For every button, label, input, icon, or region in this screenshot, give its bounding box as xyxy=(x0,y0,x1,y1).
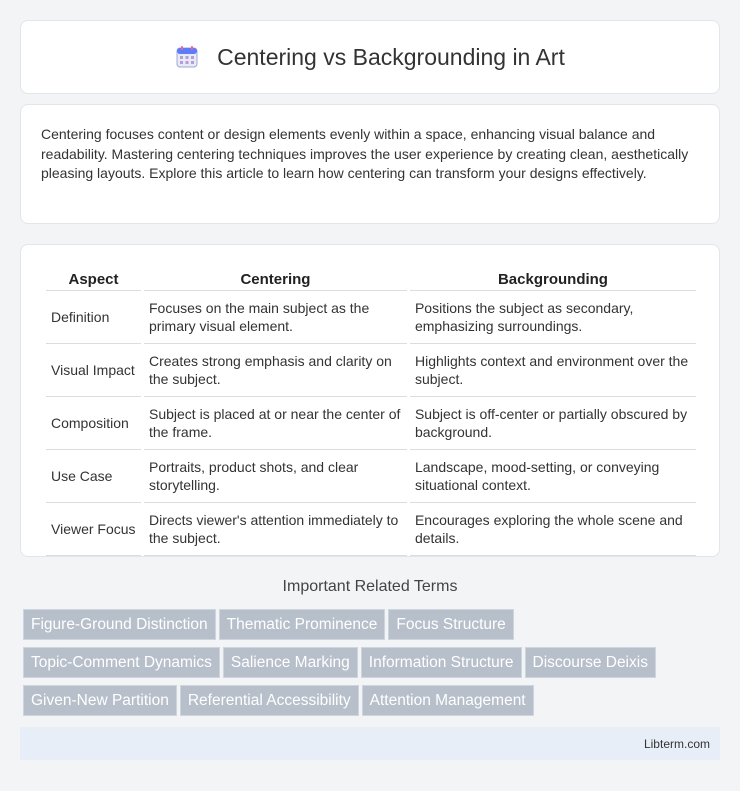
row-centering: Focuses on the main subject as the primary visual element. xyxy=(144,291,407,344)
term-tag[interactable]: Topic-Comment Dynamics xyxy=(23,647,220,678)
row-backgrounding: Highlights context and environment over the subject. xyxy=(410,344,696,397)
row-aspect: Definition xyxy=(46,291,141,344)
term-tag[interactable]: Salience Marking xyxy=(223,647,358,678)
table-header-row xyxy=(46,265,696,291)
row-aspect: Visual Impact xyxy=(46,344,141,397)
table-row xyxy=(46,450,696,503)
header-aspect: Aspect xyxy=(46,265,141,291)
term-tag[interactable]: Referential Accessibility xyxy=(180,685,359,716)
row-centering: Directs viewer's attention immediately to the subject. xyxy=(144,503,407,556)
row-backgrounding: Landscape, mood-setting, or conveying situational context. xyxy=(410,450,696,503)
term-tag[interactable]: Thematic Prominence xyxy=(219,609,386,640)
related-terms-title: Important Related Terms xyxy=(282,578,458,595)
table-row xyxy=(46,503,696,556)
term-tag[interactable]: Focus Structure xyxy=(388,609,513,640)
table-row xyxy=(46,397,696,450)
related-terms-list xyxy=(23,609,723,723)
row-centering: Subject is placed at or near the center of the frame. xyxy=(144,397,407,450)
header-backgrounding: Backgrounding xyxy=(410,265,696,291)
row-backgrounding: Encourages exploring the whole scene and details. xyxy=(410,503,696,556)
table-row xyxy=(46,291,696,344)
row-aspect: Use Case xyxy=(46,450,141,503)
intro-text: Centering focuses content or design elements evenly within a space, enhancing visual balance and readability. Mastering centering techniques improves the user experience by creating clean, aesthetically pleasing layouts. Explore this article to learn how centering can transform your designs effectively. xyxy=(41,126,689,181)
intro-card xyxy=(20,104,720,224)
header-card xyxy=(20,20,720,94)
term-tag[interactable]: Information Structure xyxy=(361,647,522,678)
row-centering: Creates strong emphasis and clarity on the subject. xyxy=(144,344,407,397)
term-tag[interactable]: Figure-Ground Distinction xyxy=(23,609,216,640)
row-backgrounding: Subject is off-center or partially obscured by background. xyxy=(410,397,696,450)
row-aspect: Viewer Focus xyxy=(46,503,141,556)
row-aspect: Composition xyxy=(46,397,141,450)
row-centering: Portraits, product shots, and clear storytelling. xyxy=(144,450,407,503)
header-centering: Centering xyxy=(144,265,407,291)
calendar-icon xyxy=(175,45,199,69)
table-row xyxy=(46,344,696,397)
term-tag[interactable]: Attention Management xyxy=(362,685,534,716)
term-tag[interactable]: Given-New Partition xyxy=(23,685,177,716)
row-backgrounding: Positions the subject as secondary, emphasizing surroundings. xyxy=(410,291,696,344)
comparison-card xyxy=(20,244,720,557)
comparison-table xyxy=(43,265,699,556)
term-tag[interactable]: Discourse Deixis xyxy=(525,647,656,678)
footer-site-link[interactable]: Libterm.com xyxy=(643,737,710,751)
page-title: Centering vs Backgrounding in Art xyxy=(217,43,565,70)
footer xyxy=(20,727,720,760)
